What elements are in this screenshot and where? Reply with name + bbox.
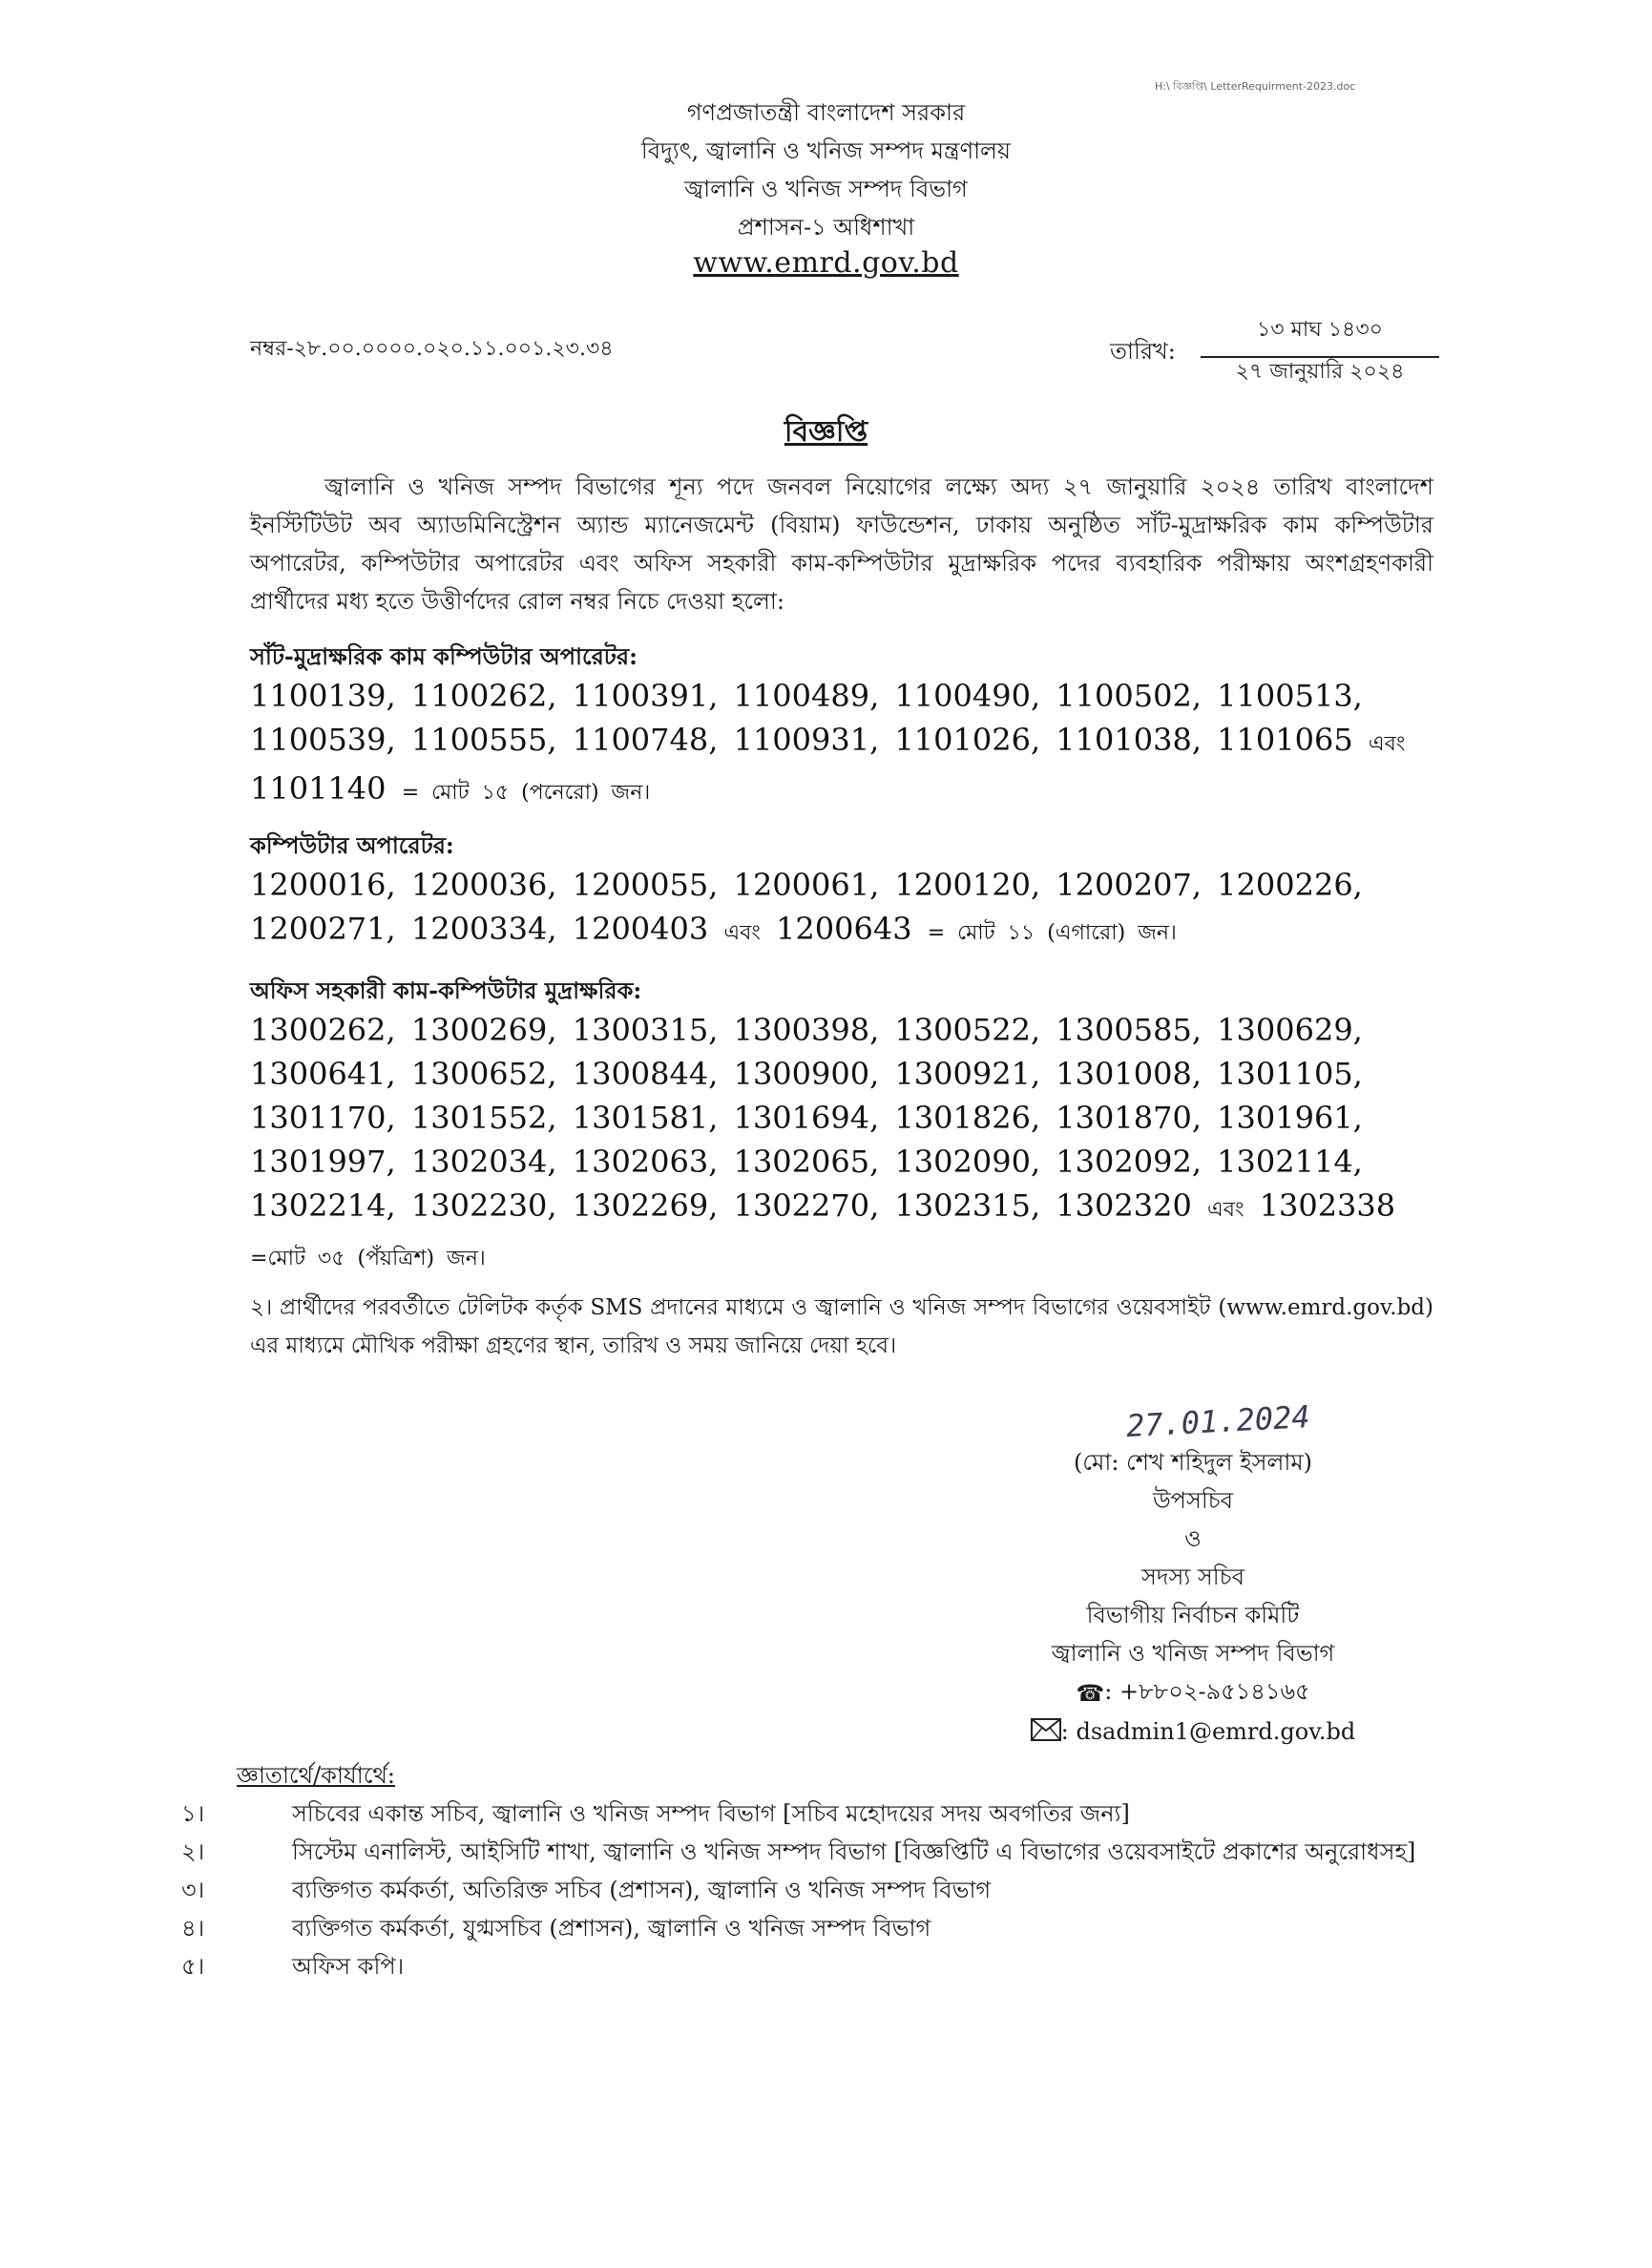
roll-list-stenographer [250,674,1433,815]
header-ministry: বিদ্যুৎ, জ্বালানি ও খনিজ সম্পদ মন্ত্রণালয় [640,137,1012,164]
signatory-name: (মো: শেখ শহিদুল ইসলাম) [1073,1449,1313,1476]
signatory-conjunction: ও [1184,1525,1202,1552]
cc-item: ১। সচিবের একান্ত সচিব, জ্বালানি ও খনিজ সম্পদ বিভাগ [সচিব মহোদয়ের সদয় অবগতির জন্য] [181,1800,1130,1827]
date-gregorian: ২৭ জানুয়ারি ২০২৪ [1235,360,1405,384]
cc-item: ৫। অফিস কপি। [181,1953,405,1980]
date-label: তারিখ: [1110,338,1176,365]
cc-item: ৪। ব্যক্তিগত কর্মকর্তা, যুগ্মসচিব (প্রশাসন), জ্বালানি ও খনিজ সম্পদ বিভাগ [181,1915,931,1942]
email-address[interactable]: : dsadmin1@emrd.gov.bd [1060,1718,1356,1745]
notice-title: বিজ্ঞপ্তি [784,415,868,449]
cc-item: ২। সিস্টেম এনালিস্ট, আইসিটি শাখা, জ্বালানি ও খনিজ সম্পদ বিভাগ [বিজ্ঞপ্তিটি এ বিভাগের ওয়েবসাইটে প্রকাশের অনুরোধসহ] [181,1838,1416,1865]
roll-numbers: 1100139, 1100262, 1100391, 1100489, 1100490, 1100502, 1100513, 1100539, 1100555, 1100748, 1100931, 1101026, 1101038, 1101065 [250,678,1363,758]
and-word: এবং [1368,732,1406,756]
and-word: এবং [723,921,761,945]
signatory-role: সদস্য সচিব [1141,1564,1244,1590]
header-division: জ্বালানি ও খনিজ সম্পদ বিভাগ [684,176,968,202]
phone-icon: ☎ [1076,1679,1105,1707]
phone-number: : +৮৮০২-৯৫১৪১৬৫ [1104,1678,1310,1705]
last-roll: 1200643 [776,911,912,947]
total-count: =মোট ৩৫ (পঁয়ত্রিশ) জন। [250,1247,486,1270]
and-word: এবং [1206,1198,1244,1222]
cc-list [181,1795,1439,1985]
envelope-icon [1031,1714,1061,1753]
header-government: গণপ্রজাতন্ত্রী বাংলাদেশ সরকার [686,99,966,126]
section-heading-stenographer: সাঁট-মুদ্রাক্ষরিক কাম কম্পিউটার অপারেটর: [250,642,638,670]
total-count: = মোট ১১ (এগারো) জন। [927,921,1177,945]
last-roll: 1302338 [1259,1187,1396,1224]
signatory-phone [907,1672,1479,1712]
roll-numbers: 1200016, 1200036, 1200055, 1200061, 1200120, 1200207, 1200226, 1200271, 1200334, 1200403 [250,867,1363,947]
file-path: H:\ বিজ্ঞপ্তি\ LetterRequirment-2023.doc [1155,80,1356,93]
signatory-committee: বিভাগীয় নির্বাচন কমিটি [1086,1602,1300,1628]
last-roll: 1101140 [250,770,387,807]
section-heading-office-assistant: অফিস সহকারী কাম-কম্পিউটার মুদ্রাক্ষরিক: [250,976,642,1004]
header-branch: প্রশাসন-১ অধিশাখা [737,214,915,241]
handwritten-signature: 27.01.2024 [1125,1397,1311,1445]
roll-list-computer-operator [250,863,1433,956]
roll-numbers: 1300262, 1300269, 1300315, 1300398, 1300522, 1300585, 1300629, 1300641, 1300652, 1300844, 1300900, 1300921, 1301008, 1301105, 1301170, 1301552, 1301581, 1301694, 1301826, 1301870, 1301961, 1301997, 1302034, 1302063, 1302065, 1302090, 1302092, 1302114, 1302214, 1302230, 1302269, 1302270, 1302315, 1302320 [250,1012,1363,1224]
point-2-paragraph: ২। প্রার্থীদের পরবর্তীতে টেলিটক কর্তৃক SMS প্রদানের মাধ্যমে ও জ্বালানি ও খনিজ সম্পদ বিভাগের ওয়েবসাইট (www.emrd.gov.bd) এর মাধ্যমে মৌখিক পরীক্ষা গ্রহণের স্থান, তারিখ ও সময় জানিয়ে দেয়া হবে। [250,1295,1433,1358]
section-heading-computer-operator: কম্পিউটার অপারেটর: [250,831,454,859]
intro-paragraph [250,468,1433,620]
cc-item: ৩। ব্যক্তিগত কর্মকর্তা, অতিরিক্ত সচিব (প্রশাসন), জ্বালানি ও খনিজ সম্পদ বিভাগ [181,1877,992,1903]
total-count: = মোট ১৫ (পনেরো) জন। [401,781,651,805]
intro-text: জ্বালানি ও খনিজ সম্পদ বিভাগের শূন্য পদে জনবল নিয়োগের লক্ষ্যে অদ্য ২৭ জানুয়ারি ২০২৪ তারিখ বাংলাদেশ ইনস্টিটিউট অব অ্যাডমিনিস্ট্রেশন অ্যান্ড ম্যানেজমেন্ট (বিয়াম) ফাউন্ডেশন, ঢাকায় অনুষ্ঠিত সাঁট-মুদ্রাক্ষরিক কাম কম্পিউটার অপারেটর, কম্পিউটার অপারেটর এবং অফিস সহকারী কাম-কম্পিউটার মুদ্রাক্ষরিক পদের ব্যবহারিক পরীক্ষায় অংশগ্রহণকারী প্রার্থীদের মধ্য হতে উত্তীর্ণদের রোল নম্বর নিচে দেওয়া হলো: [250,473,1433,615]
memo-number: নম্বর-২৮.০০.০০০০.০২০.১১.০০১.২৩.৩৪ [250,337,614,361]
header-website-link[interactable]: www.emrd.gov.bd [693,246,959,280]
roll-list-office-assistant [250,1008,1433,1281]
cc-title: জ্ঞাতার্থে/কার্যার্থে: [237,1762,395,1789]
signatory-division: জ্বালানি ও খনিজ সম্পদ বিভাগ [1051,1640,1335,1667]
signatory-designation: উপসচিব [1152,1487,1234,1514]
date-bangla: ১৩ মাঘ ১৪৩০ [1201,313,1439,358]
signatory-email [907,1712,1479,1753]
